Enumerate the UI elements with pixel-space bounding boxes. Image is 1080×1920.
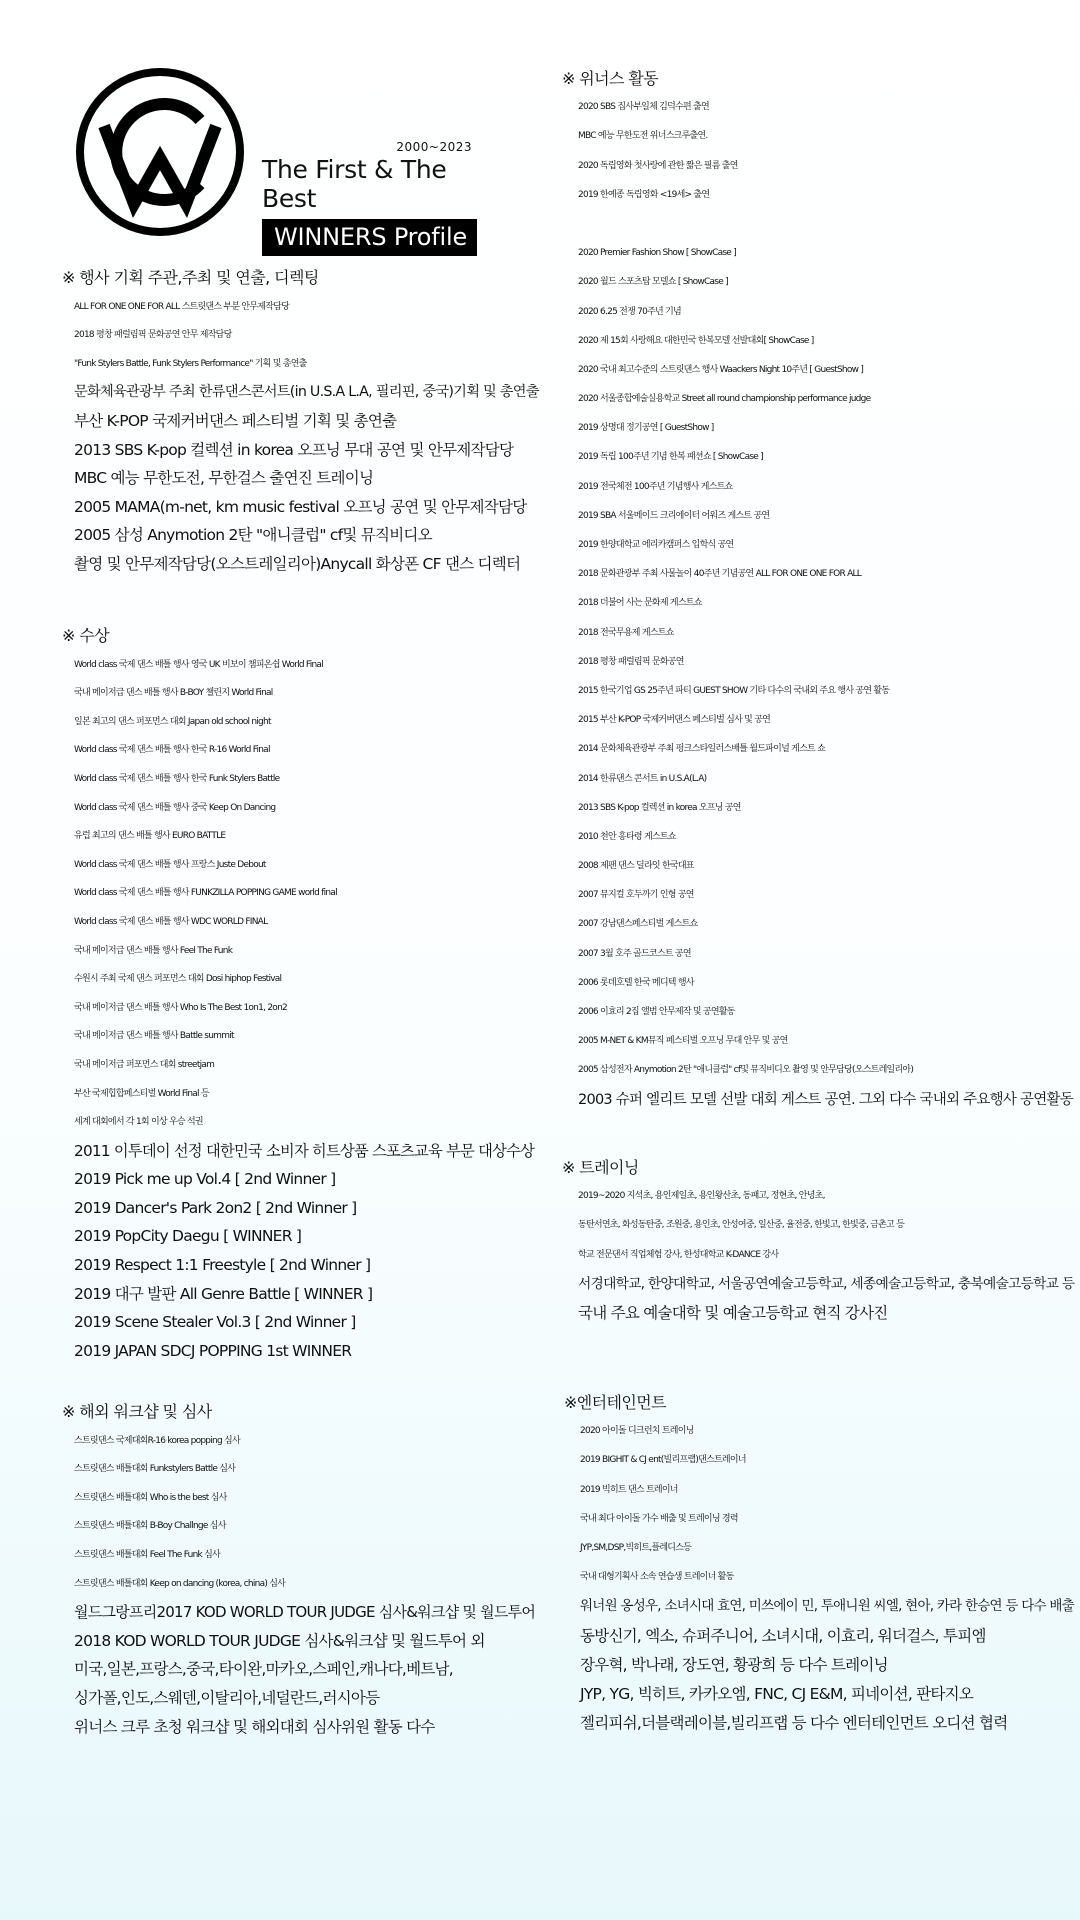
list-item: 2020 독립영화 첫사랑에 관한 짧은 필름 출연 — [578, 160, 738, 171]
list-item: 2019 상명대 정기공연 [ GuestShow ] — [578, 423, 714, 434]
list-item: 2005 삼성전자 Anymotion 2탄 "애니클럽" cf및 뮤직비디오 촬영 및 안무담당(오스트레일리아) — [578, 1065, 914, 1076]
list-item: 2018 문화관광부 주최 사물놀이 40주년 기념공연 ALL FOR ONE ONE FOR ALL — [578, 569, 862, 580]
list-item: World class 국제 댄스 배틀 행사 한국 R-16 World Final — [74, 745, 270, 756]
section-heading: ※ 행사 기획 주관,주최 및 연출, 디렉팅 — [62, 268, 319, 287]
awards-list — [62, 651, 534, 1366]
list-item: 서경대학교, 한양대학교, 서울공연예술고등학교, 세종예술고등학교, 충북예술고등학교 등 — [578, 1275, 1075, 1292]
list-item: JYP, YG, 빅히트, 카카오엠, FNC, CJ E&M, 피네이션, 판타지오 — [580, 1684, 974, 1703]
list-item: 동탄서연초, 화성동탄중, 조원중, 용인초, 안성여중, 일산중, 율전중, 한빛고, 한빛중, 금촌고 등 — [578, 1220, 905, 1231]
list-item: 2019 전국체전 100주년 기념행사 게스트쇼 — [578, 481, 733, 492]
brand-subtitle-badge: WINNERS Profile — [262, 219, 477, 256]
list-item: "Funk Stylers Battle, Funk Stylers Performance" 기획 및 총연출 — [74, 358, 307, 369]
list-item: 2013 SBS K-pop 컬렉션 in korea 오프닝 무대 공연 및 안무제작담당 — [74, 440, 514, 459]
list-item: World class 국제 댄스 배틀 행사 영국 UK 비보이 챔피온쉽 World Final — [74, 659, 323, 670]
list-item: 국내 최다 아이돌 가수 배출 및 트레이닝 경력 — [580, 1513, 738, 1524]
list-item: 2019 Scene Stealer Vol.3 [ 2nd Winner ] — [74, 1313, 356, 1332]
list-item: 수원시 주최 국제 댄스 퍼포먼스 대회 Dosi hiphop Festival — [74, 974, 282, 985]
list-item: 2020 아이돌 디크런치 트레이닝 — [580, 1426, 694, 1437]
list-item: 국내 메이저급 퍼포먼스 대회 streetjam — [74, 1059, 215, 1070]
list-item: 국내 주요 예술대학 및 예술고등학교 현직 강사진 — [578, 1303, 888, 1322]
section-training — [562, 1153, 1074, 1328]
list-item: 2014 문화체육관광부 주최 펑크스타일러스배틀 월드파이널 게스트 쇼 — [578, 744, 826, 755]
list-item: World class 국제 댄스 배틀 행사 한국 Funk Stylers Battle — [74, 773, 280, 784]
list-item: 2019 PopCity Daegu [ WINNER ] — [74, 1227, 302, 1246]
list-item: 2019 한양대학교 에리카캠퍼스 입학식 공연 — [578, 540, 734, 550]
list-item: 2006 롯데호텔 한국 메디텍 행사 — [578, 977, 694, 988]
list-item: World class 국제 댄스 배틀 행사 중국 Keep On Dancing — [74, 802, 276, 813]
list-item: 2005 삼성 Anymotion 2탄 "애니클럽" cf및 뮤직비디오 — [74, 526, 432, 545]
list-item: 2020 월드 스포츠탑 모델쇼 [ ShowCase ] — [578, 277, 728, 288]
entertainment-list — [564, 1417, 1074, 1738]
list-item: 2019 BIGHIT & CJ ent(빌리프랩)댄스트레이너 — [580, 1455, 746, 1466]
list-item: 미국,일본,프랑스,중국,타이완,마카오,스페인,캐나다,베트남, — [74, 1660, 453, 1679]
list-item: 스트릿댄스 국제대회R-16 korea popping 심사 — [74, 1435, 240, 1446]
list-item: 2019 SBA 서울메이드 크리에이터 어워즈 게스트 공연 — [578, 510, 770, 521]
list-item: 2019~2020 지석초, 용인제일초, 용인왕산초, 동패고, 정현초, 안녕초, — [578, 1191, 825, 1202]
list-item: 2010 천안 흥타령 게스트쇼 — [578, 831, 676, 842]
section-workshops — [62, 1398, 535, 1741]
list-item: 세계 대회에서 각 1회 이상 우승 석권 — [74, 1117, 203, 1128]
section-heading: ※엔터테인먼트 — [564, 1393, 666, 1412]
list-item: 2020 제 15회 사랑해요 대한민국 한복모델 선발대회[ ShowCase ] — [578, 335, 814, 346]
list-item: 싱가폴,인도,스웨덴,이탈리아,네덜란드,러시아등 — [74, 1688, 380, 1707]
list-item: 일본 최고의 댄스 퍼포먼스 대회 Japan old school night — [74, 716, 271, 727]
list-item: 2019 한예종 독립영화 <19세> 출연 — [578, 189, 710, 200]
list-item: 2019 Pick me up Vol.4 [ 2nd Winner ] — [74, 1170, 336, 1189]
list-item: 워너원 옹성우, 소녀시대 효연, 미쓰에이 민, 투애니원 씨엘, 현아, 카라 한승연 등 다수 배출 — [580, 1598, 1074, 1615]
list-item: 2006 이효리 2집 앨범 안무제작 및 공연활동 — [578, 1007, 735, 1017]
list-item: MBC 예능 무한도전 위너스크루출연. — [578, 131, 708, 142]
list-item: 동방신기, 엑소, 슈퍼주니어, 소녀시대, 이효리, 워더걸스, 투피엠 — [580, 1626, 986, 1645]
list-item: ALL FOR ONE ONE FOR ALL 스트릿댄스 부분 안무제작담당 — [74, 301, 290, 312]
spacer — [578, 210, 1073, 239]
list-item: 국내 메이저급 댄스 배틀 행사 Battle summit — [74, 1031, 234, 1042]
list-item: 2011 이투데이 선정 대한민국 소비자 히트상품 스포츠교육 부문 대상수상 — [74, 1141, 535, 1160]
list-item: 2020 국내 최고수준의 스트릿댄스 행사 Waackers Night 10주년 [ GuestShow ] — [578, 364, 864, 375]
list-item: 문화체육관광부 주최 한류댄스콘서트(in U.S.A L.A, 필리핀, 중국)기획 및 총연출 — [74, 384, 539, 401]
list-item: 2020 Premier Fashion Show [ ShowCase ] — [578, 248, 736, 259]
section-heading: ※ 수상 — [62, 626, 110, 645]
brand-block — [262, 140, 482, 256]
list-item: 학교 전문댄서 직업체험 강사, 한성대학교 K-DANCE 강사 — [578, 1249, 779, 1260]
list-item: 부산 국제힙합페스티벌 World Final 등 — [74, 1088, 209, 1099]
section-activities — [562, 64, 1073, 1115]
list-item: 2018 평창 패럴림픽 문화공연 — [578, 656, 684, 667]
list-item: 2019 Dancer's Park 2on2 [ 2nd Winner ] — [74, 1198, 357, 1217]
list-item: 2008 제팬 댄스 딜라잇 한국대표 — [578, 861, 694, 872]
list-item: 2019 독립 100주년 기념 한복 패션쇼 [ ShowCase ] — [578, 452, 763, 463]
list-item: 유럽 최고의 댄스 배틀 행사 EURO BATTLE — [74, 831, 226, 842]
list-item: 2018 전국무용제 게스트쇼 — [578, 627, 674, 638]
list-item: 2003 슈퍼 엘리트 모델 선발 대회 게스트 공연. 그외 다수 국내외 주요행사 공연활동 — [578, 1091, 1074, 1108]
list-item: 2007 강남댄스페스티벌 게스트쇼 — [578, 919, 698, 930]
list-item: 국내 메이저급 댄스 배틀 행사 B-BOY 챌린지 World Final — [74, 688, 273, 699]
list-item: 스트릿댄스 배틀대회 Who is the best 심사 — [74, 1492, 227, 1503]
list-item: World class 국제 댄스 배틀 행사 WDC WORLD FINAL — [74, 916, 268, 927]
section-awards — [62, 622, 534, 1365]
list-item: 2018 더불어 사는 문화제 게스트쇼 — [578, 598, 702, 609]
list-item: 2005 MAMA(m-net, km music festival 오프닝 공연 및 안무제작담당 — [74, 497, 527, 516]
workshops-list — [62, 1427, 535, 1742]
list-item: 2020 6.25 전쟁 70주년 기념 — [578, 306, 682, 317]
list-item: 국내 메이저급 댄스 배틀 행사 Who Is The Best 1on1, 2on2 — [74, 1002, 287, 1013]
section-heading: ※ 트레이닝 — [562, 1158, 639, 1177]
training-list — [562, 1182, 1074, 1328]
list-item: 젤리피쉬,더블랙레이블,빌리프랩 등 다수 엔터테인먼트 오디션 협력 — [580, 1714, 1008, 1733]
list-item: 장우혁, 박나래, 장도연, 황광희 등 다수 트레이닝 — [580, 1655, 888, 1674]
list-item: 스트릿댄스 배틀대회 Funkstylers Battle 심사 — [74, 1464, 236, 1475]
section-entertainment — [564, 1388, 1074, 1738]
list-item: 2013 SBS K-pop 컬렉션 in korea 오프닝 공연 — [578, 802, 741, 813]
list-item: 2015 부산 K-POP 국제커버댄스 페스티벌 심사 및 공연 — [578, 715, 771, 726]
list-item: 국내 메이저급 댄스 배틀 행사 Feel The Funk — [74, 945, 233, 956]
list-item: 2007 뮤지컬 호두까기 인형 공연 — [578, 890, 694, 901]
list-item: 2019 대구 발판 All Genre Battle [ WINNER ] — [74, 1284, 373, 1303]
list-item: 2018 평창 패럴림픽 문화공연 안무 제작담당 — [74, 330, 232, 341]
list-item: 부산 K-POP 국제커버댄스 페스티벌 기획 및 총연출 — [74, 411, 397, 430]
activities-list — [562, 93, 1073, 1115]
list-item: 2005 M-NET & KM뮤직 페스티벌 오프닝 무대 안무 및 공연 — [578, 1036, 788, 1047]
cw-circle-logo-icon — [76, 68, 244, 236]
list-item: 2019 JAPAN SDCJ POPPING 1st WINNER — [74, 1341, 352, 1360]
list-item: 2007 3월 호주 골드코스트 공연 — [578, 948, 691, 959]
events-list — [62, 293, 539, 579]
list-item: 2019 빅히트 댄스 트레이너 — [580, 1484, 678, 1495]
list-item: 2018 KOD WORLD TOUR JUDGE 심사&워크샵 및 월드투어 외 — [74, 1631, 485, 1650]
section-events — [62, 264, 539, 579]
list-item: 2020 서울종합예술실용학교 Street all round championship performance judge — [578, 394, 871, 405]
list-item: 월드그랑프리2017 KOD WORLD TOUR JUDGE 심사&워크샵 및 월드투어 — [74, 1603, 536, 1622]
list-item: World class 국제 댄스 배틀 행사 프랑스 Juste Debout — [74, 859, 266, 870]
section-heading: ※ 위너스 활동 — [562, 69, 659, 88]
list-item: 위너스 크루 초청 워크샵 및 해외대회 심사위원 활동 다수 — [74, 1717, 435, 1736]
list-item: 2019 Respect 1:1 Freestyle [ 2nd Winner ] — [74, 1256, 371, 1275]
list-item: 스트릿댄스 배틀대회 Feel The Funk 심사 — [74, 1549, 220, 1560]
list-item: MBC 예능 무한도전, 무한걸스 출연진 트레이닝 — [74, 469, 374, 488]
brand-title: The First & The Best — [262, 155, 447, 213]
list-item: 스트릿댄스 배틀대회 Keep on dancing (korea, china) 심사 — [74, 1578, 286, 1589]
brand-years: 2000~2023 — [396, 140, 472, 154]
list-item: World class 국제 댄스 배틀 행사 FUNKZILLA POPPING GAME world final — [74, 888, 337, 899]
list-item: 2015 한국기업 GS 25주년 파티 GUEST SHOW 기타 다수의 국내외 주요 행사 공연 활동 — [578, 685, 890, 696]
section-heading: ※ 해외 워크샵 및 심사 — [62, 1402, 212, 1421]
list-item: 스트릿댄스 배틀대회 B-Boy Challnge 심사 — [74, 1521, 226, 1532]
list-item: 2014 한류댄스 콘서트 in U.S.A(L.A) — [578, 773, 707, 784]
list-item: 국내 대형기획사 소속 연습생 트레이너 활동 — [580, 1572, 734, 1583]
list-item: 촬영 및 안무제작담당(오스트레일리아)Anycall 화상폰 CF 댄스 디렉터 — [74, 554, 521, 573]
list-item: JYP,SM,DSP,빅히트,플레디스등 — [580, 1542, 692, 1553]
list-item: 2020 SBS 집사부일체 김덕수편 출연 — [578, 102, 709, 113]
